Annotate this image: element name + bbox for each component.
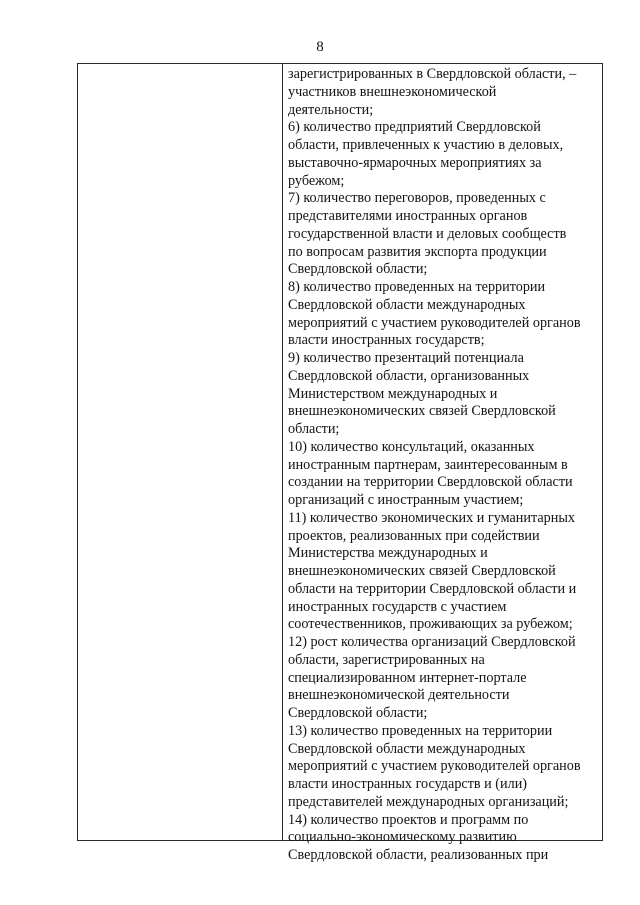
text-line: участников внешнеэкономической [288,83,497,100]
text-line: внешнеэкономических связей Свердловской [288,563,556,579]
text-line: государственной власти и деловых сообществ [288,225,567,242]
text-line: по вопросам развития экспорта продукции [288,243,547,260]
text-line: 10) количество консультаций, оказанных [288,438,535,455]
text-line: 8) количество проведенных на территории [288,279,546,295]
text-line: проектов, реализованных при содействии [288,527,540,544]
text-line: иностранных государств с участием [288,598,507,615]
text-line: области; [288,421,340,437]
text-line: 11) количество экономических и гуманитарных [288,509,575,526]
text-line: организаций с иностранным участием; [288,492,524,508]
page-number: 8 [316,39,324,55]
text-line: мероприятий с участием руководителей органов [288,314,581,331]
text-line: 14) количество проектов и программ по [288,811,529,828]
text-line: области на территории Свердловской области и [288,580,577,597]
text-line: 6) количество предприятий Свердловской [288,119,541,136]
text-line: Свердловской области, организованных [288,367,530,384]
text-line: власти иностранных государств и (или) [288,776,528,792]
text-line: Свердловской области, реализованных при [288,847,549,863]
text-line: 13) количество проведенных на территории [288,722,553,739]
text-line: 12) рост количества организаций Свердловской [288,634,576,650]
text-line: Свердловской области международных [288,296,526,313]
text-line: рубежом; [288,172,345,189]
text-line: специализированном интернет-портале [288,669,527,686]
text-line: 9) количество презентаций потенциала [288,350,524,366]
text-line: внешнеэкономической деятельности [288,687,510,704]
text-line: зарегистрированных в Свердловской области, – [288,66,577,82]
table-left-cell [78,64,283,840]
table-right-cell [283,64,602,863]
text-line: 7) количество переговоров, проведенных с [288,190,546,207]
text-line: деятельности; [288,101,374,118]
text-line: Свердловской области; [288,261,428,278]
text-line: области, зарегистрированных на [288,651,485,668]
text-line: Свердловской области международных [288,740,526,757]
text-line: выставочно-ярмарочных мероприятиях за [288,154,542,171]
text-line: создании на территории Свердловской области [288,474,573,491]
text-line: Свердловской области; [288,705,428,721]
text-line: представителями иностранных органов [288,208,528,224]
text-line: представителей международных организаций; [288,793,569,810]
text-line: Министерством международных и [288,385,498,402]
text-line: Министерства международных и [288,545,488,562]
document-table [77,63,603,863]
text-line: соотечественников, проживающих за рубежом; [288,616,573,633]
text-line: иностранным партнерам, заинтересованным в [288,456,568,473]
text-line: социально-экономическому развитию [288,829,517,846]
text-line: области, привлеченных к участию в деловых, [288,137,564,153]
text-line: власти иностранных государств; [288,332,485,349]
text-line: мероприятий с участием руководителей органов [288,758,581,775]
text-line: внешнеэкономических связей Свердловской [288,403,556,420]
